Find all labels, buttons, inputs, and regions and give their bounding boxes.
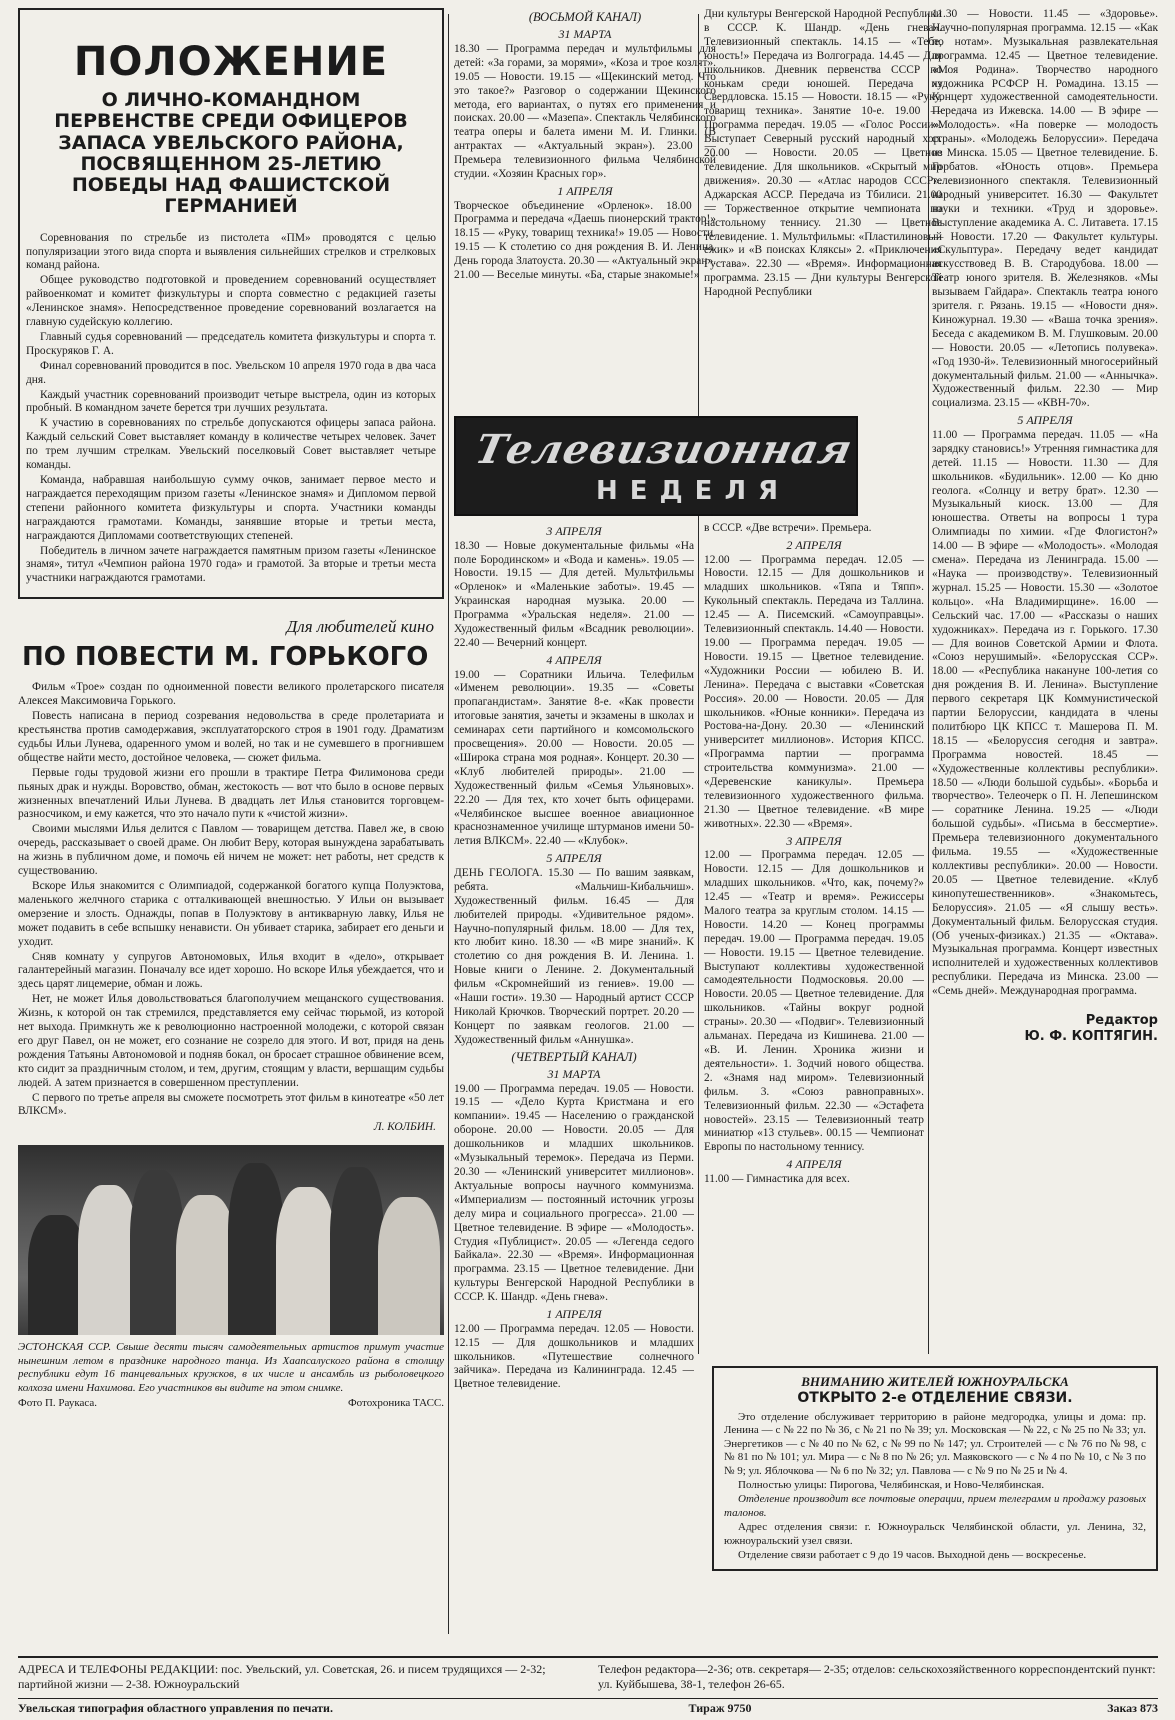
tv-column-2 [704, 8, 942, 388]
date-heading: 1 АПРЕЛЯ [546, 1307, 602, 1322]
editor-name: Ю. Ф. КОПТЯГИН. [1024, 1028, 1158, 1044]
notice-text: Адрес отделения связи: г. Южноуральск Челябинской области, ул. Ленина, 32, южноуральский узел связи. [724, 1521, 1146, 1547]
article-paragraph: К участию в соревнованиях по стрельбе допускаются офицеры запаса района. Каждый сельский Совет выставляет команду в количестве четырех человек. Зачет по трем лучшим стрелкам. Увельский поселковый Совет выставляет четыре команды. [26, 417, 436, 472]
film-author: Л. КОЛБИН. [373, 1121, 436, 1134]
editor-block [932, 1013, 1158, 1044]
photo-credit-agency: Фотохроника ТАСС. [347, 1396, 444, 1409]
article-paragraph: Соревнования по стрельбе из пистолета «ПМ» проводятся с целью популяризации этого вида спорта и выявления сильнейших стрелков и стрелковых команд района. [26, 231, 436, 272]
article-paragraph: Повесть написана в период созревания недовольства в среде пролетариата и крестьянства против самодержавия, эксплуататорского строя в 1901 году. Драматизм судьбы Ильи Лунева, одаренного умом и волей, но так и не сумевшего в прогнившем обществе найти место, достойное человека, — сюжет фильма. [18, 710, 444, 764]
column-divider [448, 14, 449, 1634]
program-listing: ДЕНЬ ГЕОЛОГА. 15.30 — По вашим заявкам, ребята. «Мальчиш-Кибальчиш». Художественный фильм. 16.45 — Для любителей природы. «Удивительное рядом». Научно-популярный фильм. 18.00 — Для тех, кто любит кино. 18.30 — «В мире знаний». К столетию со дня рождения В. И. Ленина. 1. Новые книги о Ленине. 2. Документальный фильм «Скромнейший из гениев». 19.00 — «Наши гости». 19.30 — Народный артист СССР Николай Крючков. Творческий портрет. 20.20 — Концерт по заявкам геологов. 21.00 — Художественный фильм «Аннушка». [454, 866, 694, 1046]
article-paragraph: Главный судья соревнований — председатель комитета физкультуры и спорта т. Проскуряков Г. А. [26, 330, 436, 357]
date-heading: 5 АПРЕЛЯ [1017, 413, 1073, 428]
notice-title: ВНИМАНИЮ ЖИТЕЛЕЙ ЮЖНОУРАЛЬСКА [801, 1374, 1069, 1389]
printer: Увельская типография областного управления по печати. [18, 1701, 333, 1715]
article-paragraph: Общее руководство подготовкой и проведением соревнований осуществляет райвоенкомат и комитет физкультуры и спорта совместно с редакцией газеты «Ленинское знамя». Непосредственное проведение соревнований возлагается на главную судейскую коллегию. [26, 274, 436, 329]
date-heading: 31 МАРТА [558, 27, 612, 42]
tv-column-3 [932, 8, 1158, 1348]
tv-banner-line1: Телевизионная [471, 426, 857, 473]
photo-credits [18, 1397, 444, 1410]
film-rubric: Для любителей кино [286, 617, 434, 637]
program-listing: 12.00 — Программа передач. 12.05 — Новости. 12.15 — Для дошкольников и младших школьников. «Тяпа и Тяпп». Кукольный спектакль. Передача из Таллина. 12.45 — А. Писемский. «Самоуправцы». Телевизионный спектакль. 14.40 — Новости. 19.00 — Программа передач. 19.05 — Новости. 19.15 — Цветное телевидение. «Художники России — юбилею В. И. Ленина». Передача с выставки «Советская Россия». 20.00 — Новости. 20.05 — Для школьников. «Юные конники». Передача из Ростова-на-Дону. 20.30 — «Ленинский университет миллионов». История КПСС. «Программа партии — программа строительства коммунизма». 21.00 — «Деревенские каникулы». Премьера телевизионного художественного фильма. 21.30 — Цветное телевидение. «В мире животных». 22.30 — «Время». [704, 553, 924, 830]
notice-text: Отделение связи работает с 9 до 19 часов. Выходной день — воскресенье. [738, 1549, 1087, 1561]
notice-text: Отделение производит все почтовые операции, прием телеграмм и продажу разовых талонов. [724, 1493, 1146, 1519]
left-column [18, 8, 444, 1640]
tv-banner-line2: НЕДЕЛЯ [596, 476, 791, 506]
footer-addresses-right: Телефон редактора—2-36; отв. секретаря— 2-35; отделов: сельскохозяйственного корреспондентский пункт: ул. Куйбышева, 38-1, телефон 26-65. [598, 1662, 1156, 1691]
order-number: Заказ 873 [1107, 1701, 1158, 1715]
date-heading: 3 АПРЕЛЯ [786, 833, 842, 848]
article-paragraph: Команда, набравшая наибольшую сумму очков, занимает первое место и награждается переходящим призом газеты «Ленинское знамя» и Дипломом первой степени районного комитета физкультуры и спорта. Участники команды награждаются грамотами. Команды, занявшие вторые и третьи места, награждаются Дипломами соответствующих степеней. [26, 474, 436, 542]
polozhenie-body [26, 232, 436, 587]
program-listing: 19.00 — Соратники Ильича. Телефильм «Именем революции». 19.35 — «Советы пропагандистам». Занятие 8-е. «Как провести итоговые занятия, зачеты и экзамены в школах и семинарах сети партийного и комсомольского просвещения». 20.00 — Новости. 20.05 — «Широка страна моя родная». Концерт. 20.30 — «Клуб любителей природы». 21.00 — Художественный фильм «Семья Ульяновых». 22.20 — Для тех, кто хочет быть офицерами. «Челябинское высшее военное авиационное краснознаменное училище штурманов имени 50-летия ВЛКСМ». 22.40 — «Клубок». [454, 668, 694, 848]
date-heading: 4 АПРЕЛЯ [546, 652, 602, 667]
article-paragraph: Победитель в личном зачете награждается памятным призом газеты «Ленинское знамя», титул «Чемпион района 1970 года» и грамотой. За вторые и третьи места участники награждаются грамотами. [26, 544, 436, 585]
date-heading: 3 АПРЕЛЯ [546, 524, 602, 538]
program-listing: 18.30 — Программа передач и мультфильмы для детей: «За горами, за морями», «Коза и трое козлят». 19.05 — Новости. 19.15 — «Щекинский метод. Что это такое?» Разговор о содержании Щекинского метода, его вариантах, о путях его применения и поисках. 20.00 — «Мазепа». Спектакль Челябинского театра оперы и балета имени М. И. Глинки. (В антрактах — «Актуальный экран»). 23.00 — Премьера телевизионного фильма Челябинской студии. «Хозяин Красных гор». [454, 42, 716, 181]
imprint [18, 1698, 1158, 1716]
polozhenie-subtitle: О ЛИЧНО-КОМАНДНОМ ПЕРВЕНСТВЕ СРЕДИ ОФИЦЕРОВ ЗАПАСА УВЕЛЬСКОГО РАЙОНА, ПОСВЯЩЕННОМ 25-ЛЕТИЮ ПОБЕДЫ НАД ФАШИСТСКОЙ ГЕРМАНИЕЙ [54, 89, 408, 218]
tv-week-banner [454, 416, 858, 516]
date-heading: 1 АПРЕЛЯ [557, 183, 613, 198]
editor-label: Редактор [1085, 1013, 1158, 1029]
program-listing: 11.00 — Программа передач. 11.05 — «На зарядку становись!» Утренняя гимнастика для детей. 11.15 — Новости. 11.30 — Для школьников. «Будильник». 12.00 — Ко дню геолога. «Солнцу и ветру брат». 12.30 — Музыкальный киоск. 13.00 — Для юношества. Ответы на вопросы 1 тура Олимпиады по химии. «Где Флогистон?» 14.00 — В эфире — «Молодость». «Молодая смена». Передача из Ленинграда. 15.00 — «Наука — производству». Телевизионный журнал. 15.25 — Новости. 15.30 — «Золотое кольцо». «На Владимирщине». 16.00 — Сельский час. 17.00 — «Рассказы о наших художниках». Передача из г. Горького. 17.30 — Для воинов Советской Армии и Флота. «Союз нерушимый». «Белорусская ССР». 18.00 — «Республика накануне 100-летия со дня рождения В. И. Ленина». Выступление первого секретаря ЦК Коммунистической партии Белоруссии, кандидата в члены политбюро ЦК КПСС т. Машерова П. М. 18.15 — «Белоруссия сегодня и завтра». Программа новостей. 18.45 — «Художественные коллективы республики». 18.50 — «Люди большой судьбы». «Борьба и творчество». Телеочерк о П. Н. Лепешинском — соратнике Ленина. 19.25 — «Люди большой судьбы». «Письма в бессмертие». Премьера телевизионного документального фильма. 19.55 — «Художественные коллективы республики». 20.00 — Новости. 20.05 — Цветное телевидение. «Клуб кинопутешественников». «Знакомьтесь, Белоруссия». 21.05 — «Я слышу весть». Документальный фильм. Белорусская студия. (Об ученых-физиках.) 21.35 — «Октава». Музыкальная программа. Концерт известных исполнителей и художественных коллективов республики. Передача из Минска. 23.00 — «Семь дней». Международная программа. [932, 428, 1158, 998]
article-paragraph: Своими мыслями Илья делится с Павлом — товарищем детства. Павел же, в свою очередь, рассказывает о своей драме. Он любит Веру, которая вынуждена зарабатывать на жизнь в публичном доме, и помочь ей ничем не может: нет работы, нет средств к существованию. [18, 823, 444, 878]
program-listing: Дни культуры Венгерской Народной Республики в СССР. К. Шандр. «День гнева». Телевизионный спектакль. 14.15 — «Тебе, юность!» Передача из Волгограда. 14.45 — Для школьников. Дневник первенства СССР по конькам среди юношей. Передача из Свердловска. 15.15 — Новости. 18.15 — «Руку, товарищ техника». Занятие 10-е. 19.00 — Программа передач. 19.05 — «Голос России». Выступает Северный русский народный хор. 20.00 — Новости. 20.05 — Цветное телевидение. Для школьников. «Скрытый мир движения». 20.30 — «Атлас народов СССР». Аджарская АССР. Передача из Тбилиси. 21.00 — Торжественное открытие чемпионата по настольному теннису. 21.30 — Цветное телевидение. 1. Мультфильмы: «Пластилиновый ежик» и «В поисках Кляксы» 2. «Приключения Густава». 22.30 — «Время». Информационная программа. 23.15 — Дни культуры Венгерской Народной Республики [704, 8, 942, 299]
circulation: Тираж 9750 [688, 1701, 752, 1715]
article-paragraph: Сняв комнату у супругов Автономовых, Илья входит в «дело», открывает галантерейный магазин. Поначалу все идет хорошо. Но вскоре Илья убеждается, что и здесь царят лицемерие, обман и ложь. [18, 950, 444, 991]
date-heading: 2 АПРЕЛЯ [786, 537, 842, 552]
channel-heading: (ЧЕТВЕРТЫЙ КАНАЛ) [511, 1049, 637, 1064]
notice-text: Полностью улицы: Пирогова, Челябинская, и Ново-Челябинская. [738, 1478, 1045, 1491]
channel-heading: (ВОСЬМОЙ КАНАЛ) [528, 10, 642, 24]
photo-credit-author: Фото П. Раукаса. [18, 1396, 98, 1409]
newspaper-page [18, 8, 1158, 1715]
article-paragraph: Фильм «Трое» создан по одноименной повести великого пролетарского писателя Алексея Максимовича Горького. [18, 681, 444, 708]
article-paragraph: Каждый участник соревнований производит четыре выстрела, один из которых пробный. В командном зачете берется три лучших результата. [26, 388, 436, 415]
tv-listing-top [454, 10, 716, 283]
photo-caption: ЭСТОНСКАЯ ССР. Свыше десяти тысяч самодеятельных артистов примут участие нынешним летом в празднике народного танца. Из Хаапсалуского района в столицу республики едут 16 танцевальных кружков, в их числе и ансамбль из рыболовецкого колхоза имени Нахимова. Его участников вы видите на этом снимке. [18, 1341, 444, 1394]
program-listing: 18.30 — Новые документальные фильмы «На поле Бородинском» и «Вода и камень». 19.05 — Новости. 19.15 — Для детей. Мультфильмы «Орленок» и «Маленькие заботы». 19.45 — Украинская народная музыка. 20.00 — Программа «Уральская неделя». 21.00 — Художественный фильм «Всадник революции». 22.40 — Вечерний концерт. [454, 539, 694, 649]
polozhenie-article [18, 8, 444, 599]
tv-listing-bottom [704, 522, 924, 1187]
program-listing: Творческое объединение «Орленок». 18.00 — Программа и передача «Даешь пионерский трактор!» 18.15 — «Руку, товарищ техника!» 19.05 — Новости. 19.15 — К столетию со дня рождения В. И. Ленина. День города Златоуста. 20.30 — «Актуальный экран». 21.00 — Веселые минуты. «Ба, старые знакомые!» [454, 199, 716, 282]
film-title: ПО ПОВЕСТИ М. ГОРЬКОГО [22, 641, 429, 672]
date-heading: 5 АПРЕЛЯ [546, 851, 602, 866]
tv-column-2-lower [704, 522, 924, 1348]
polozhenie-title: ПОЛОЖЕНИЕ [73, 39, 389, 85]
article-paragraph: Вскоре Илья знакомится с Олимпиадой, содержанкой богатого купца Полуэктова, маленького желчного старика с отталкивающей внешностью. У Ильи он вызывает омерзение и злость. Однажды, попав в Полуэктову в антикварную лавку, Илья не может подавить в себе вспышку ненависти. Он убивает старика, забирает его деньги и уходит. [18, 879, 444, 948]
program-listing: в СССР. «Две встречи». Премьера. [704, 522, 872, 534]
tv-listing-bottom [454, 524, 694, 1392]
program-listing: 12.00 — Программа передач. 12.05 — Новости. 12.15 — Для дошкольников и младших школьников. «Что, как, почему?» 12.45 — «Театр и время». Режиссеры Малого театра за круглым столом. 14.15 — Новости. 14.20 — Конец программы передач. 19.00 — Программа передач. 19.05 — Новости. 19.15 — Цветное телевидение. Выступают коллективы художественной самодеятельности Подмосковья. 20.00 — Новости. 20.05 — Цветное телевидение. Для школьников. «Тайны вокруг родной страны». 20.30 — «Подвиг». Телевизионный альманах. Передача из Кишинева. 21.00 — «В. И. Ленин. Хроника жизни и деятельности». 1. Зодчий нового общества. 2. «Знамя над миром». Телевизионный фильм. 3. «Союз равноправных». Телевизионный фильм. 22.30 — «Эстафета новостей». 23.15 — Телевизионный театр миниатюр «13 стульев». 00.15 — Чемпионат Европы по настольному теннису. [704, 849, 924, 1154]
notice-headline: ОТКРЫТО 2-е ОТДЕЛЕНИЕ СВЯЗИ. [797, 1389, 1073, 1406]
article-paragraph: С первого по третье апреля вы сможете посмотреть этот фильм в кинотеатре «50 лет ВЛКСМ». [18, 1091, 444, 1118]
article-paragraph: Финал соревнований проводится в пос. Увельском 10 апреля 1970 года в два часа дня. [26, 359, 436, 386]
tv-listing-top [704, 8, 942, 300]
post-office-notice [712, 1366, 1158, 1571]
tv-column-1-lower [454, 522, 694, 1640]
tv-listing [932, 8, 1158, 999]
program-listing: 19.00 — Программа передач. 19.05 — Новости. 19.15 — «Дело Курта Кристмана и его компании». 19.45 — Населению о гражданской обороне. 20.00 — Новости. 20.05 — Для дошкольников и младших школьников. «Музыкальный теремок». Передача из Перми. 20.30 — «Ленинский университет миллионов». Актуальные вопросы научного коммунизма. «Империализм — постоянный источник угрозы делу мира и социального прогресса». 21.00 — Цветное телевидение. В эфире — «Молодость». Студия «Публицист». 20.05 — «Легенда седого Байкала». 22.30 — «Время». Информационная программа. 23.15 — Цветное телевидение. Дни культуры Венгерской Народной Республики в СССР. К. Шандр. «День гнева». [454, 1082, 694, 1304]
notice-text: Это отделение обслуживает территорию в районе медгородка, улицы и дома: пр. Ленина — с № 22 по № 36, с № 21 по № 39; ул. Московская — № 22, с № 25 по № 33; ул. Энергетиков — с № 40 по № 62, с № 99 по № 147; ул. Строителей — с № 76 по № 98, с № 81 по № 101; ул. Мира — с № 8 по № 26; ул. Маяковского — с № 4 по № 10, с № 3 по № 9; ул. Яблочкова — № 6 по № 32; ул. Павлова — с № 9 по № 25 и № 4. [724, 1410, 1146, 1477]
article-paragraph: Первые годы трудовой жизни его прошли в трактире Петра Филимонова среди пьяных драк и нужды. Воровство, обман, жестокость — вот что было в основе первых жизненных впечатлений Ильи Лунева. В двадцать лет Илья становится торговцем-разносчиком, и ему кажется, что это начало пути к «чистой жизни». [18, 766, 444, 821]
program-listing: 11.00 — Гимнастика для всех. [704, 1172, 850, 1185]
editorial-addresses [18, 1656, 1158, 1691]
date-heading: 4 АПРЕЛЯ [786, 1157, 842, 1172]
program-listing: 11.30 — Новости. 11.45 — «Здоровье». Научно-популярная программа. 12.15 — «Как по нотам». Музыкальная развлекательная программа. 12.45 — Цветное телевидение. «Моя Родина». Творчество народного художника РСФСР Н. Ромадина. 13.15 — Концерт художественной самодеятельности. Передача из Ижевска. 14.00 — В эфире — «Молодость». «На поверке — молодость страны». «Молодежь Белоруссии». Передача из Минска. 15.05 — Цветное телевидение. Б. Горбатов. «Юность отцов». Премьера телевизионного спектакля. Телевизионный народный университет. 16.30 — Факультет науки и техники. «Труд и здоровье». Выступление академика А. С. Литавета. 17.15 — Новости. 17.20 — Факультет культуры. «Скульптура». Передачу ведет кандидат искусствовед В. В. Стародубова. 18.00 — Театр юного зрителя. В. Железняков. «Мы вызываем Гайдара». Спектакль театра юного зрителя. г. Рязань. 19.15 — «Новости дня». Киножурнал. 19.30 — «Ваша точка зрения». Беседа с академиком В. М. Глушковым. 20.00 — Новости. 20.05 — «Летопись полувека». «Год 1930-й». Телевизионный многосерийный документальный фильм. 21.00 — «Аннычка». Художественный фильм. 22.30 — Мир социализма. 23.15 — «КВН-70». [932, 8, 1158, 410]
tv-banner-wrap [454, 410, 858, 524]
film-body [18, 681, 444, 1119]
date-heading: 31 МАРТА [547, 1066, 601, 1081]
program-listing: 12.00 — Программа передач. 12.05 — Новости. 12.15 — Для дошкольников и младших школьников. «Путешествие солнечного зайчика». Передача из Калининграда. 12.45 — Цветное телевидение. [454, 1322, 694, 1391]
footer-addresses-left: АДРЕСА И ТЕЛЕФОНЫ РЕДАКЦИИ: пос. Увельский, ул. Советская, 26. и писем трудящихся — 2-32; партийной жизни — 2-38. Южноуральский [18, 1662, 546, 1691]
article-paragraph: Нет, не может Илья довольствоваться благополучием мещанского существования. Жизнь, к которой он так стремился, представляется ему сейчас тюрьмой, из которой нет выхода. Примкнуть же к революционно настроенной молодежи, с которой связан его друг Павел, он не может, его сознание не созрело для этого. И вот, придя на день рождения Татьяны Автономовой и подняв бокал, он бросает страшное обвинение всем, кто сидит за праздничным столом, и тем, другим, стоящим у власти, вершащим судьбы людей. А затем признается в совершенном преступлении. [18, 993, 444, 1089]
dance-ensemble-photo [18, 1145, 444, 1335]
